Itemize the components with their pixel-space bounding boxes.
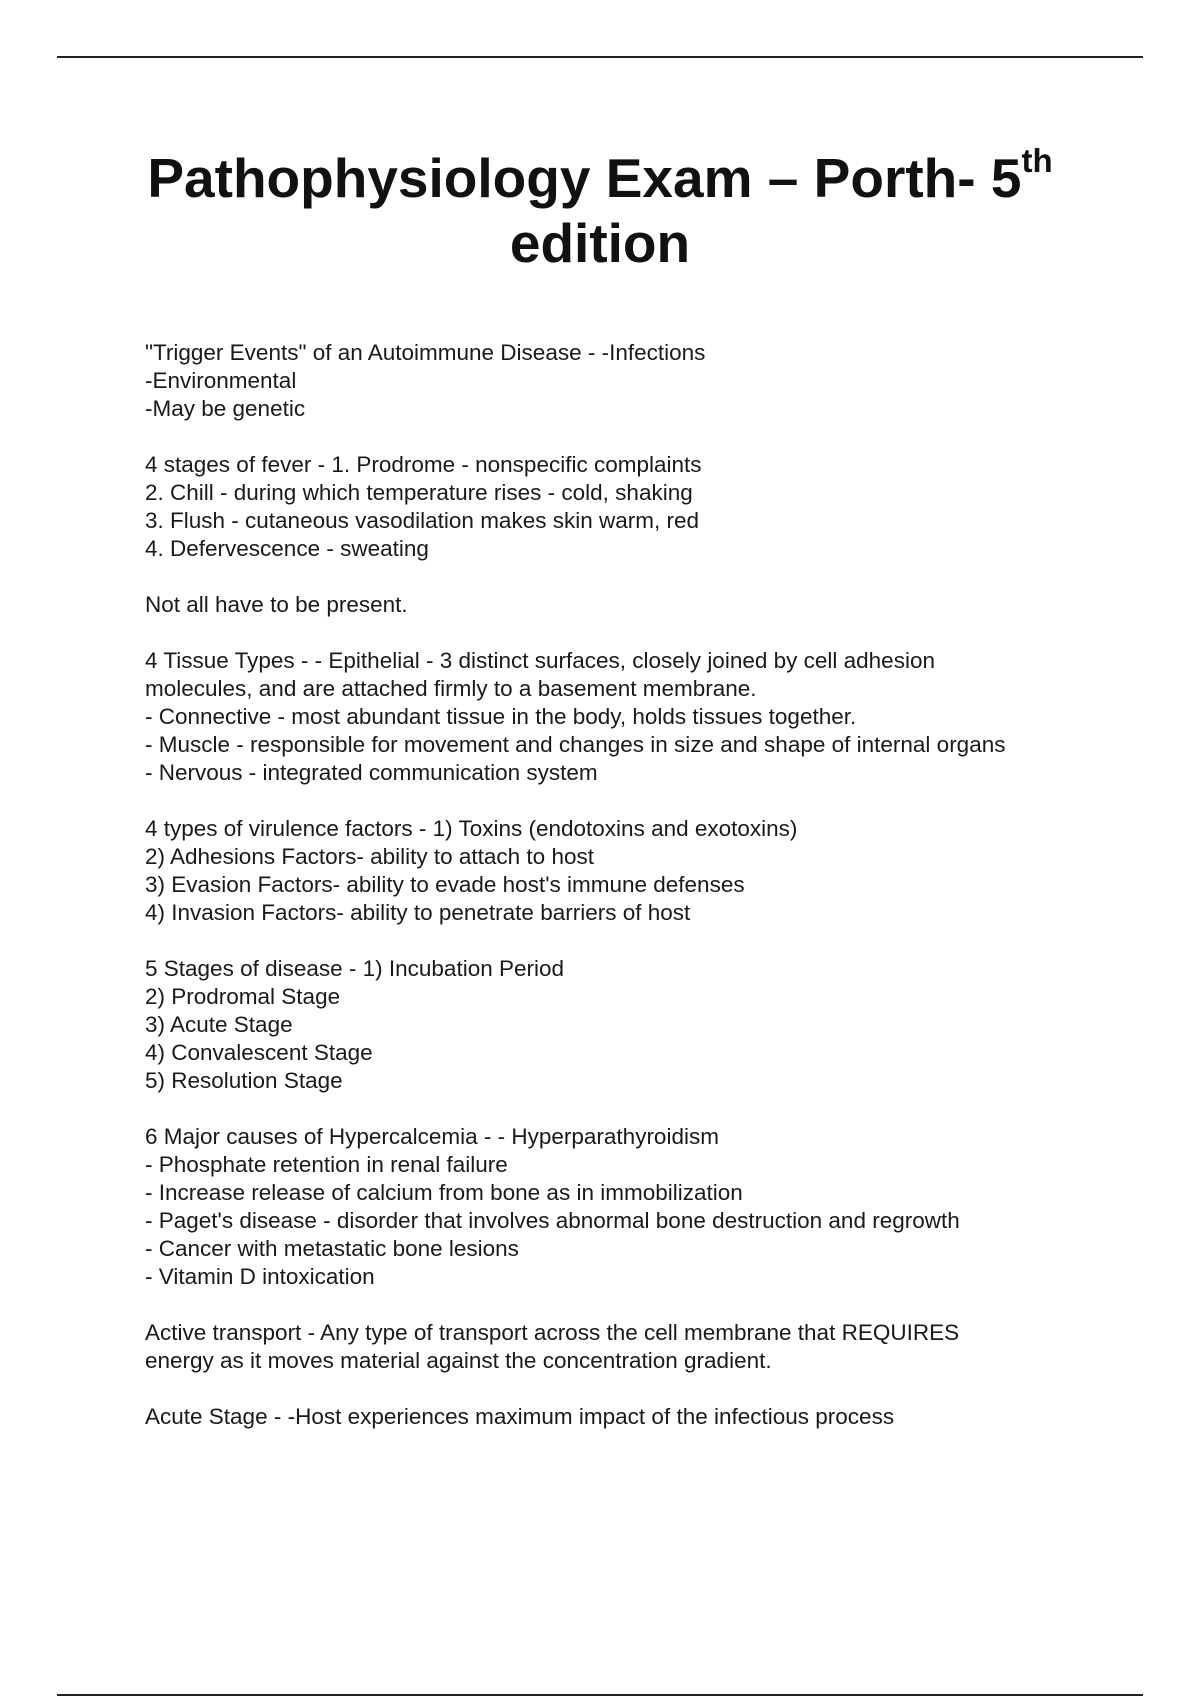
entry-line: 3. Flush - cutaneous vasodilation makes skin warm, red	[145, 508, 699, 533]
title-main: Pathophysiology Exam – Porth- 5	[147, 147, 1022, 209]
entry-line: 4 types of virulence factors - 1) Toxins (endotoxins and exotoxins)	[145, 816, 798, 841]
bottom-rule	[57, 1694, 1143, 1696]
entry-line: 2. Chill - during which temperature rises - cold, shaking	[145, 480, 693, 505]
entry-acute-stage	[145, 1403, 1085, 1431]
entry-line: 4) Convalescent Stage	[145, 1040, 373, 1065]
entry-line: - Cancer with metastatic bone lesions	[145, 1236, 519, 1261]
entry-line: 4 stages of fever - 1. Prodrome - nonspecific complaints	[145, 452, 702, 477]
entry-line: "Trigger Events" of an Autoimmune Disease - -Infections	[145, 340, 706, 365]
entry-line: 2) Adhesions Factors- ability to attach to host	[145, 844, 594, 869]
top-rule	[57, 56, 1143, 58]
entry-line: - Nervous - integrated communication system	[145, 760, 598, 785]
entry-line: - Muscle - responsible for movement and changes in size and shape of internal organs	[145, 732, 1006, 757]
entry-line: 4. Defervescence - sweating	[145, 536, 429, 561]
entry-line: Acute Stage - -Host experiences maximum impact of the infectious process	[145, 1404, 895, 1429]
entry-line: - Phosphate retention in renal failure	[145, 1152, 508, 1177]
entry-stages-of-fever	[145, 451, 1085, 563]
entry-line: -Environmental	[145, 368, 297, 393]
entry-hypercalcemia	[145, 1123, 1085, 1291]
entry-note	[145, 591, 1085, 619]
entry-line: - Paget's disease - disorder that involves abnormal bone destruction and regrowth	[145, 1208, 960, 1233]
entry-trigger-events	[145, 339, 1085, 423]
entry-line: - Connective - most abundant tissue in the body, holds tissues together.	[145, 704, 857, 729]
entry-line: - Increase release of calcium from bone as in immobilization	[145, 1180, 743, 1205]
entry-line: Not all have to be present.	[145, 592, 408, 617]
entry-line: - Vitamin D intoxication	[145, 1264, 375, 1289]
entry-tissue-types	[145, 647, 1085, 787]
entry-line: 3) Acute Stage	[145, 1012, 293, 1037]
entry-line: 2) Prodromal Stage	[145, 984, 341, 1009]
entry-line: -May be genetic	[145, 396, 306, 421]
entry-line: 5) Resolution Stage	[145, 1068, 343, 1093]
title-superscript: th	[1021, 141, 1053, 179]
entry-line: 6 Major causes of Hypercalcemia - - Hyperparathyroidism	[145, 1124, 719, 1149]
entry-stages-of-disease	[145, 955, 1085, 1095]
entry-line: 3) Evasion Factors- ability to evade host's immune defenses	[145, 872, 745, 897]
entry-line: molecules, and are attached firmly to a basement membrane.	[145, 676, 757, 701]
entry-line: 4) Invasion Factors- ability to penetrate barriers of host	[145, 900, 691, 925]
entry-active-transport	[145, 1319, 1085, 1375]
entry-line: energy as it moves material against the concentration gradient.	[145, 1348, 772, 1373]
title-line-2: edition	[509, 212, 691, 274]
page-title	[60, 141, 1140, 276]
entry-line: 5 Stages of disease - 1) Incubation Period	[145, 956, 565, 981]
flashcard-list	[145, 339, 1085, 1459]
entry-virulence-factors	[145, 815, 1085, 927]
entry-line: 4 Tissue Types - - Epithelial - 3 distinct surfaces, closely joined by cell adhesion	[145, 648, 935, 673]
entry-line: Active transport - Any type of transport across the cell membrane that REQUIRES	[145, 1320, 960, 1345]
